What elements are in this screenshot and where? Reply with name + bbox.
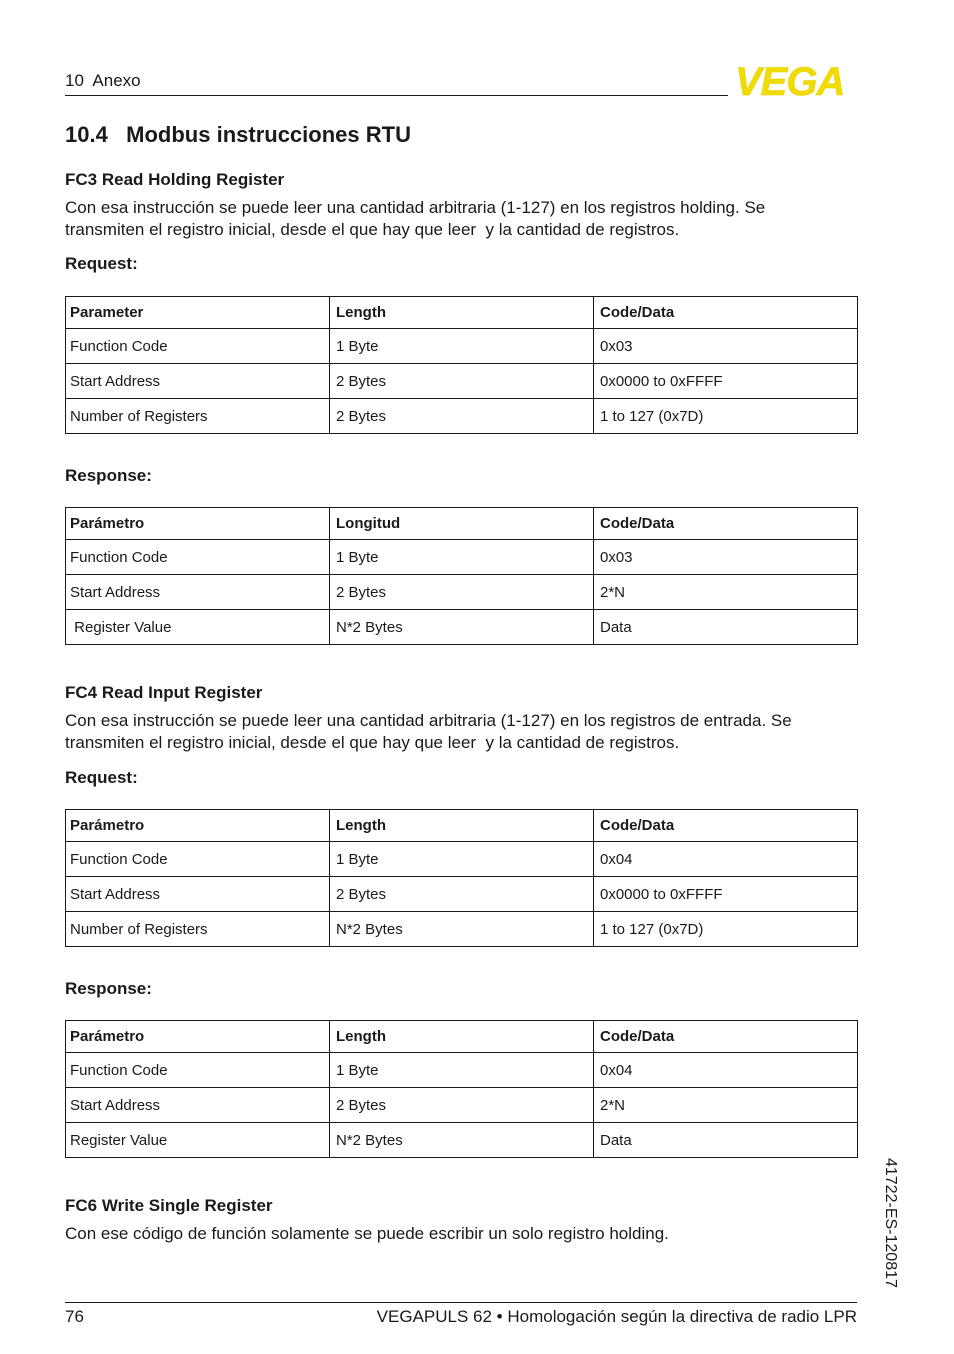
- table-row: [66, 329, 858, 364]
- table-cell: 2 Bytes: [330, 399, 594, 434]
- page-title: 10.4 Modbus instrucciones RTU: [65, 122, 411, 147]
- table-cell: 1 to 127 (0x7D): [594, 912, 858, 947]
- table-cell: N*2 Bytes: [330, 912, 594, 947]
- table-cell: 0x0000 to 0xFFFF: [594, 877, 858, 912]
- table-cell: Data: [594, 610, 858, 645]
- table-header-cell: Code/Data: [594, 508, 858, 540]
- table-cell: Register Value: [66, 1123, 330, 1158]
- table-cell: Start Address: [66, 1088, 330, 1123]
- fc3-request-table: [65, 296, 858, 434]
- table-cell: 1 Byte: [330, 329, 594, 364]
- table-cell: Start Address: [66, 575, 330, 610]
- table-row: [66, 399, 858, 434]
- fc4-body: [65, 710, 865, 754]
- table-row: [66, 540, 858, 575]
- fc6-heading: FC6 Write Single Register: [65, 1196, 273, 1215]
- table-header-row: [66, 508, 858, 540]
- page-number: 76: [65, 1307, 84, 1326]
- table-row: [66, 1053, 858, 1088]
- fc6-body: Con ese código de función solamente se puede escribir un solo registro holding.: [65, 1224, 669, 1243]
- table-header-cell: Longitud: [330, 508, 594, 540]
- table-row: [66, 364, 858, 399]
- table-row: [66, 877, 858, 912]
- vega-logo-text: VEGA: [735, 62, 845, 100]
- table-cell: 0x0000 to 0xFFFF: [594, 364, 858, 399]
- table-cell: Number of Registers: [66, 912, 330, 947]
- fc4-request-label: Request:: [65, 768, 138, 787]
- table-cell: 1 to 127 (0x7D): [594, 399, 858, 434]
- table-header-row: [66, 1021, 858, 1053]
- fc3-body: [65, 197, 865, 241]
- table-cell: Function Code: [66, 329, 330, 364]
- fc4-request-table: [65, 809, 858, 947]
- fc3-body-line-2: transmiten el registro inicial, desde el que hay que leer y la cantidad de registros.: [65, 220, 680, 239]
- table-header-cell: Length: [330, 297, 594, 329]
- table-row: [66, 1123, 858, 1158]
- table-row: [66, 575, 858, 610]
- footer-title: VEGAPULS 62 • Homologación según la directiva de radio LPR: [376, 1307, 857, 1326]
- table-header-cell: Parámetro: [66, 1021, 330, 1053]
- table-cell: Function Code: [66, 842, 330, 877]
- fc4-body-line-1: Con esa instrucción se puede leer una cantidad arbitraria (1-127) en los registros de entrada. Se: [65, 711, 792, 730]
- fc4-body-line-2: transmiten el registro inicial, desde el que hay que leer y la cantidad de registros.: [65, 733, 680, 752]
- table-cell: 0x03: [594, 540, 858, 575]
- table-cell: 2 Bytes: [330, 877, 594, 912]
- table-cell: 1 Byte: [330, 540, 594, 575]
- table-cell: Start Address: [66, 877, 330, 912]
- table-header-row: [66, 297, 858, 329]
- table-header-cell: Parameter: [66, 297, 330, 329]
- table-row: [66, 610, 858, 645]
- table-cell: Function Code: [66, 1053, 330, 1088]
- table-cell: N*2 Bytes: [330, 1123, 594, 1158]
- table-row: [66, 842, 858, 877]
- table-cell: Data: [594, 1123, 858, 1158]
- table-cell: Function Code: [66, 540, 330, 575]
- table-header-cell: Length: [330, 1021, 594, 1053]
- table-header-cell: Code/Data: [594, 297, 858, 329]
- table-cell: 1 Byte: [330, 842, 594, 877]
- fc3-heading: FC3 Read Holding Register: [65, 170, 285, 189]
- table-cell: 2*N: [594, 575, 858, 610]
- fc3-body-line-1: Con esa instrucción se puede leer una cantidad arbitraria (1-127) en los registros holding. Se: [65, 198, 766, 217]
- table-row: [66, 912, 858, 947]
- table-header-row: [66, 810, 858, 842]
- table-header-cell: Length: [330, 810, 594, 842]
- table-cell: Number of Registers: [66, 399, 330, 434]
- table-cell: N*2 Bytes: [330, 610, 594, 645]
- table-header-cell: Code/Data: [594, 810, 858, 842]
- fc4-heading: FC4 Read Input Register: [65, 683, 263, 702]
- header-section: 10 Anexo: [65, 71, 141, 90]
- table-header-cell: Parámetro: [66, 810, 330, 842]
- fc3-response-table: [65, 507, 858, 645]
- vega-logo: [735, 62, 859, 100]
- table-cell: 1 Byte: [330, 1053, 594, 1088]
- table-row: [66, 1088, 858, 1123]
- fc4-response-table: [65, 1020, 858, 1158]
- header-divider: [65, 95, 728, 96]
- footer-divider: [65, 1302, 857, 1303]
- table-header-cell: Parámetro: [66, 508, 330, 540]
- table-header-cell: Code/Data: [594, 1021, 858, 1053]
- table-cell: Start Address: [66, 364, 330, 399]
- table-cell: Register Value: [66, 610, 330, 645]
- document-code: 41722-ES-120817: [882, 1158, 899, 1288]
- table-cell: 0x03: [594, 329, 858, 364]
- fc4-response-label: Response:: [65, 979, 152, 998]
- fc3-response-label: Response:: [65, 466, 152, 485]
- table-cell: 2 Bytes: [330, 575, 594, 610]
- table-cell: 2 Bytes: [330, 364, 594, 399]
- table-cell: 2*N: [594, 1088, 858, 1123]
- fc3-request-label: Request:: [65, 254, 138, 273]
- table-cell: 0x04: [594, 842, 858, 877]
- table-cell: 2 Bytes: [330, 1088, 594, 1123]
- table-cell: 0x04: [594, 1053, 858, 1088]
